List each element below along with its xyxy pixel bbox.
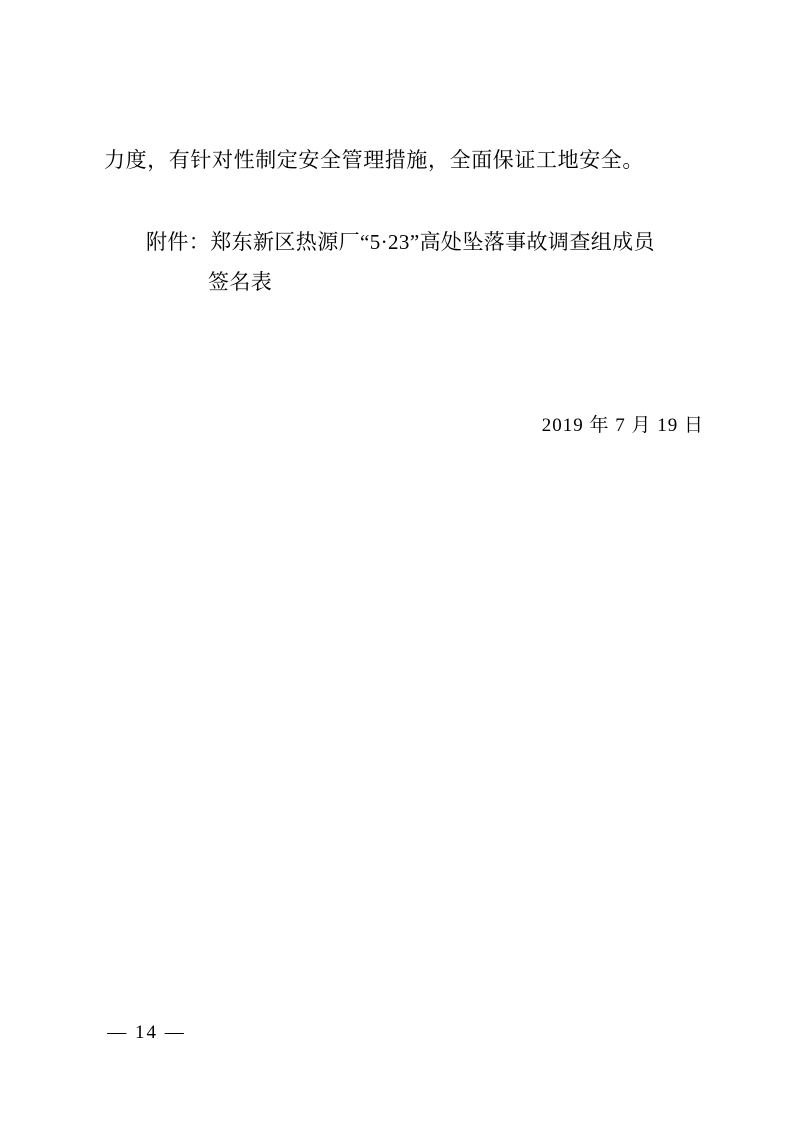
body-paragraph: 力度，有针对性制定安全管理措施，全面保证工地安全。 bbox=[104, 148, 644, 172]
attachment-title-line: 附件：郑东新区热源厂“5·23”高处坠落事故调查组成员 bbox=[146, 230, 655, 254]
attachment-title-continuation: 签名表 bbox=[208, 270, 273, 294]
document-date: 2019 年 7 月 19 日 bbox=[541, 415, 704, 436]
attachment-section bbox=[104, 222, 704, 302]
document-content bbox=[104, 140, 704, 302]
page-number-text: — 14 — bbox=[107, 1022, 186, 1043]
page-number bbox=[0, 1022, 793, 1044]
